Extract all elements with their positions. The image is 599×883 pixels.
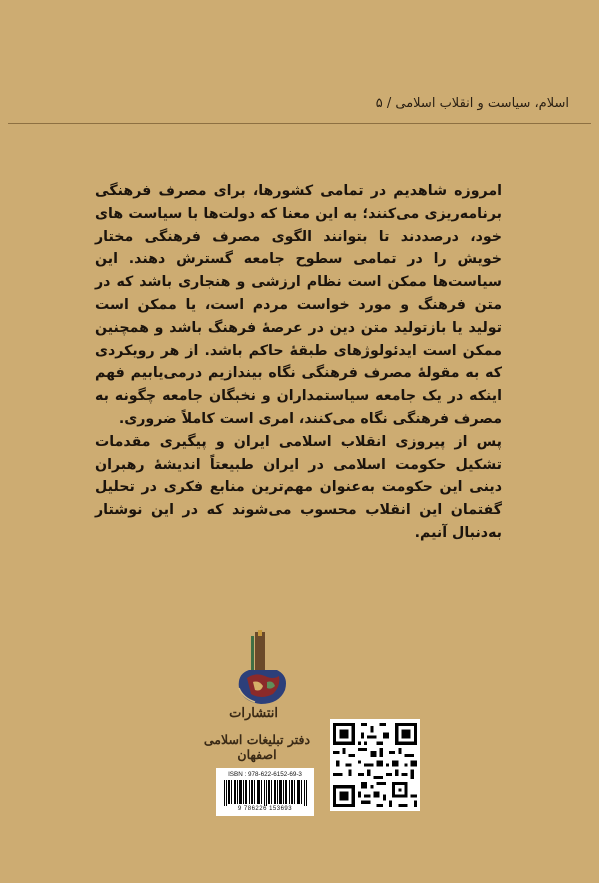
series-title: اسلام، سیاست و انقلاب اسلامی / ۵ <box>375 96 569 111</box>
barcode-bars <box>222 780 308 806</box>
back-cover-text <box>95 180 502 545</box>
publisher-name: دفتر تبلیغات اسلامی اصفهان <box>203 732 311 762</box>
barcode <box>216 768 314 816</box>
header-divider <box>8 123 591 124</box>
barcode-digits: 9 786226 153693 <box>237 806 293 812</box>
isbn-text: ISBN : 978-622-6152-69-3 <box>228 771 302 778</box>
paragraph-2: پس از پیروزی انقلاب اسلامی ایران و پیگیری مقدمات تشکیل حکومت اسلامی در ایران طبیعتاً اندیشهٔ رهبران دینی این حکومت به‌عنوان مهم‌ترین منابع فکری در تحلیل گفتمان این انقلاب محسوب می‌شوند که در این نوشتار به‌دنبال آنیم. <box>95 433 502 541</box>
qr-code-icon <box>330 719 420 811</box>
publisher-label: انتشارات <box>229 706 278 721</box>
paragraph-1: امروزه شاهدیم در تمامی کشورها، برای مصرف فرهنگی برنامه‌ریزی می‌کنند؛ به این معنا که دولت‌ها با سیاست های خود، درصددند تا بتوانند الگوی مصرف فرهنگی مختار خویش را در تمامی سطوح جامعه گسترش دهند. این سیاست‌ها ممکن است نظام ارزشی و هنجاری باشد که در متن فرهنگ و مورد خواست مردم است، یا ممکن است تولید یا بازتولید متن دین در عرصهٔ فرهنگ باشد و همچنین ممکن است ایدئولوژهای طبقهٔ حاکم باشد. از هر رویکردی که به مقولهٔ مصرف فرهنگی نگاه بیندازیم درمی‌یابیم فهم اینکه در یک جامعه سیاستمداران و نخبگان جامعه چگونه به مصرف فرهنگی نگاه می‌کنند، امری است کاملاً ضروری. <box>95 183 502 427</box>
publisher-emblem-icon <box>233 630 295 706</box>
